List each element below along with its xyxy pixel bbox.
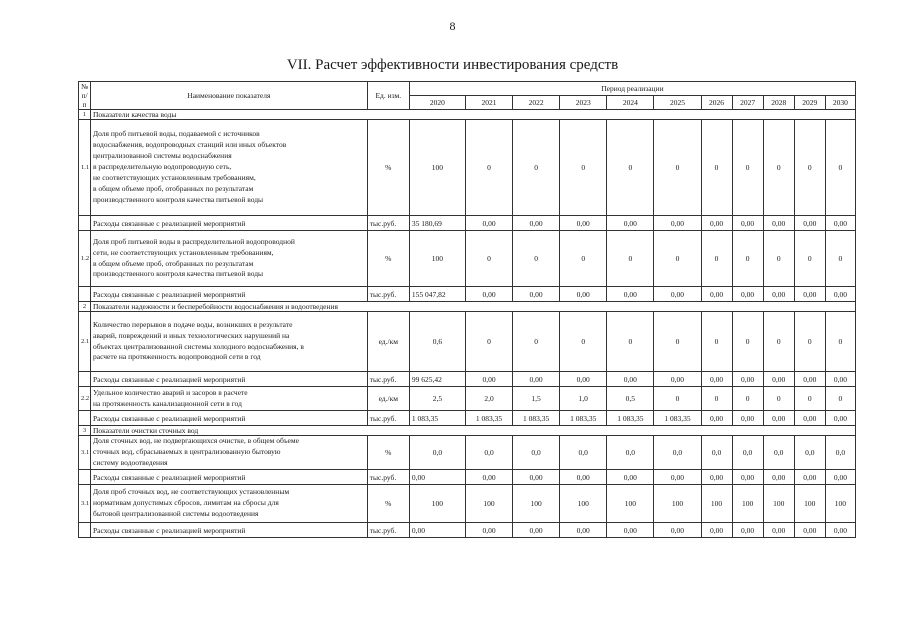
expenses-value: 0,00 [654,287,701,302]
indicator-value: 100 [654,485,701,523]
indicator-value: 0 [607,312,654,372]
expenses-value: 0,00 [513,372,560,387]
indicator-name-line: систему водоотведения [93,457,168,467]
row-number: 3.1 [79,485,91,523]
indicator-value: 0 [794,120,825,216]
indicator-value: 0,0 [654,436,701,470]
expenses-value: 0,00 [794,411,825,426]
expenses-unit: тыс.руб. [367,216,409,231]
row-number: 3.1 [79,436,91,470]
indicator-name-line: водоснабжения, водопроводных станций или иных объектов [93,140,287,150]
expenses-number-cell [79,523,91,538]
indicator-value: 0 [654,231,701,287]
expenses-value: 0,00 [560,287,607,302]
indicator-value: 0 [701,387,732,411]
indicator-value: 0,6 [409,312,465,372]
page-number: 8 [449,19,456,33]
expenses-row [79,216,856,231]
indicator-name-line: производственного контроля качества питьевой воды [93,194,264,204]
expenses-row [79,411,856,426]
expenses-value: 0,00 [513,470,560,485]
expenses-value: 0,00 [560,216,607,231]
indicator-value: 100 [409,231,465,287]
indicator-value: 0,0 [409,436,465,470]
indicator-value: 100 [409,120,465,216]
indicator-value: 0,0 [607,436,654,470]
indicator-name-line: Доля проб питьевой воды в распределительной водопроводной [93,236,295,246]
expenses-value: 0,00 [732,287,763,302]
expenses-label: Расходы связанные с реализацией мероприятий [91,287,368,302]
expenses-value: 0,00 [732,411,763,426]
indicator-name [91,436,368,470]
indicator-name-line: на протяженность канализационной сети в год [93,398,242,408]
indicator-name-line: Доля сточных вод, не подвергающихся очистке, в общем объеме [93,436,299,446]
indicator-name-line: в общем объеме проб, отобранных по результатам [93,183,254,193]
section-number: 1 [79,110,91,120]
expenses-label: Расходы связанные с реализацией мероприятий [91,470,368,485]
expenses-value: 0,00 [763,372,794,387]
expenses-unit: тыс.руб. [367,287,409,302]
header-num: № п/п [79,82,91,110]
indicator-value: 100 [763,485,794,523]
indicator-name [91,387,368,411]
indicator-value: 0 [794,231,825,287]
row-number: 2.1 [79,312,91,372]
indicator-unit: ед./км [367,387,409,411]
indicator-value: 100 [701,485,732,523]
section-row [79,302,856,312]
indicator-value: 100 [732,485,763,523]
expenses-value: 0,00 [607,372,654,387]
expenses-value: 0,00 [794,523,825,538]
expenses-unit: тыс.руб. [367,523,409,538]
indicator-value: 0 [607,231,654,287]
indicator-value: 0 [513,231,560,287]
indicator-value: 0 [732,387,763,411]
year-header: 2021 [465,96,512,110]
indicator-value: 0 [560,231,607,287]
indicator-value: 100 [560,485,607,523]
expenses-value: 0,00 [825,470,855,485]
indicator-value: 0 [732,231,763,287]
indicator-value: 0 [654,120,701,216]
year-header: 2028 [763,96,794,110]
expenses-value: 0,00 [763,216,794,231]
indicator-value: 0 [560,312,607,372]
indicator-value: 0 [701,231,732,287]
expenses-value: 0,00 [409,523,465,538]
expenses-value: 0,00 [825,411,855,426]
indicator-value: 0 [560,120,607,216]
expenses-value: 155 047,82 [409,287,465,302]
indicator-value: 100 [409,485,465,523]
expenses-row [79,287,856,302]
year-header: 2025 [654,96,701,110]
expenses-number-cell [79,411,91,426]
header-period: Период реализации [409,82,855,96]
section-title: Показатели очистки сточных вод [91,426,856,436]
expenses-value: 0,00 [794,470,825,485]
section-row [79,426,856,436]
expenses-unit: тыс.руб. [367,411,409,426]
indicator-name [91,120,368,216]
table-body [79,110,856,538]
year-header: 2030 [825,96,855,110]
indicator-value: 0,0 [732,436,763,470]
expenses-value: 0,00 [763,411,794,426]
indicator-value: 0 [763,312,794,372]
indicator-name-line: не соответствующих установленным требованиям, [93,172,256,182]
indicator-name [91,485,368,523]
expenses-row [79,523,856,538]
indicator-value: 0 [763,387,794,411]
indicator-value: 0,5 [607,387,654,411]
year-header: 2026 [701,96,732,110]
expenses-value: 0,00 [701,287,732,302]
investment-efficiency-table [78,81,856,538]
indicator-value: 1,5 [513,387,560,411]
indicator-name-line: сети, не соответствующих установленным требованиям, [93,247,274,257]
header-name: Наименование показателя [91,82,368,110]
indicator-name-line: Доля проб сточных вод, не соответствующих установленным [93,487,290,497]
expenses-number-cell [79,470,91,485]
indicator-value: 0 [825,120,855,216]
expenses-unit: тыс.руб. [367,372,409,387]
expenses-value: 0,00 [732,470,763,485]
row-number: 1.2 [79,231,91,287]
indicator-unit: % [367,436,409,470]
indicator-name [91,231,368,287]
indicator-row [79,120,856,216]
expenses-value: 0,00 [607,523,654,538]
indicator-name-line: централизованной системы водоснабжения [93,151,232,161]
expenses-label: Расходы связанные с реализацией мероприятий [91,216,368,231]
expenses-value: 0,00 [607,216,654,231]
expenses-number-cell [79,287,91,302]
expenses-value: 0,00 [701,523,732,538]
expenses-value: 0,00 [607,470,654,485]
expenses-value: 0,00 [701,411,732,426]
indicator-value: 0 [763,120,794,216]
expenses-value: 0,00 [732,216,763,231]
indicator-value: 100 [794,485,825,523]
indicator-value: 1,0 [560,387,607,411]
indicator-name-line: производственного контроля качества питьевой воды [93,269,264,279]
indicator-value: 0 [732,120,763,216]
expenses-value: 1 083,35 [560,411,607,426]
indicator-row [79,485,856,523]
indicator-value: 0,0 [701,436,732,470]
indicator-unit: % [367,485,409,523]
indicator-row [79,436,856,470]
section-row [79,110,856,120]
expenses-value: 0,00 [794,372,825,387]
indicator-value: 0 [465,231,512,287]
expenses-value: 1 083,35 [465,411,512,426]
indicator-value: 0 [654,387,701,411]
indicator-value: 100 [825,485,855,523]
row-number: 1.1 [79,120,91,216]
expenses-value: 0,00 [825,216,855,231]
expenses-value: 35 180,69 [409,216,465,231]
expenses-value: 0,00 [513,216,560,231]
expenses-value: 0,00 [465,523,512,538]
expenses-label: Расходы связанные с реализацией мероприятий [91,372,368,387]
indicator-name-line: расчете на протяженность водопроводной сети в год [93,352,261,362]
indicator-value: 100 [513,485,560,523]
indicator-value: 0 [763,231,794,287]
indicator-value: 0 [794,312,825,372]
row-number: 2.2 [79,387,91,411]
expenses-value: 0,00 [701,470,732,485]
indicator-value: 0 [513,120,560,216]
header-unit: Ед. изм. [367,82,409,110]
indicator-value: 0,0 [825,436,855,470]
indicator-name-line: Доля проб питьевой воды, подаваемой с источников [93,129,260,139]
expenses-value: 0,00 [654,470,701,485]
year-header: 2020 [409,96,465,110]
expenses-value: 0,00 [701,372,732,387]
year-header: 2023 [560,96,607,110]
expenses-value: 0,00 [654,523,701,538]
indicator-row [79,387,856,411]
indicator-name [91,312,368,372]
expenses-value: 0,00 [825,372,855,387]
indicator-value: 0,0 [794,436,825,470]
expenses-value: 0,00 [409,470,465,485]
expenses-value: 99 625,42 [409,372,465,387]
indicator-name-line: сточных вод, сбрасываемых в централизованную бытовую [93,447,281,457]
indicator-unit: % [367,231,409,287]
section-number: 2 [79,302,91,312]
indicator-value: 0 [794,387,825,411]
expenses-number-cell [79,372,91,387]
expenses-value: 0,00 [560,372,607,387]
indicator-value: 0,0 [560,436,607,470]
indicator-name-line: Удельное количество аварий и засоров в расчете [93,387,248,397]
indicator-row [79,312,856,372]
indicator-value: 0,0 [465,436,512,470]
expenses-value: 0,00 [763,470,794,485]
document-title: VII. Расчет эффективности инвестирования средств [286,57,619,73]
year-header: 2024 [607,96,654,110]
indicator-value: 0,0 [763,436,794,470]
expenses-value: 0,00 [607,287,654,302]
indicator-value: 0,0 [513,436,560,470]
indicator-value: 2,0 [465,387,512,411]
indicator-value: 0 [513,312,560,372]
year-header: 2027 [732,96,763,110]
expenses-unit: тыс.руб. [367,470,409,485]
expenses-value: 0,00 [763,287,794,302]
expenses-value: 0,00 [560,523,607,538]
indicator-name-line: в общем объеме проб, отобранных по результатам [93,258,254,268]
expenses-value: 0,00 [763,523,794,538]
indicator-value: 0 [732,312,763,372]
indicator-unit: ед./км [367,312,409,372]
indicator-name-line: в распределительную водопроводную сеть, [93,162,232,172]
indicator-value: 100 [607,485,654,523]
expenses-value: 0,00 [513,523,560,538]
expenses-value: 0,00 [701,216,732,231]
indicator-value: 0 [701,312,732,372]
section-title: Показатели качества воды [91,110,856,120]
year-header: 2029 [794,96,825,110]
expenses-value: 0,00 [513,287,560,302]
expenses-value: 1 083,35 [409,411,465,426]
indicator-value: 0 [825,312,855,372]
indicator-name-line: бытовой централизованной системы водоотведения [93,508,259,518]
expenses-number-cell [79,216,91,231]
expenses-value: 1 083,35 [607,411,654,426]
expenses-value: 0,00 [794,287,825,302]
indicator-value: 0 [654,312,701,372]
expenses-value: 0,00 [732,372,763,387]
indicator-value: 0 [825,387,855,411]
indicator-unit: % [367,120,409,216]
expenses-label: Расходы связанные с реализацией мероприятий [91,523,368,538]
expenses-value: 0,00 [654,216,701,231]
expenses-value: 1 083,35 [513,411,560,426]
indicator-value: 0 [825,231,855,287]
expenses-row [79,470,856,485]
expenses-label: Расходы связанные с реализацией мероприятий [91,411,368,426]
expenses-value: 0,00 [732,523,763,538]
indicator-value: 2,5 [409,387,465,411]
expenses-value: 0,00 [465,287,512,302]
indicator-name-line: объектах централизованной системы холодного водоснабжения, в [93,341,304,351]
indicator-value: 0 [701,120,732,216]
indicator-name-line: аварий, повреждений и иных технологических нарушений на [93,330,290,340]
section-number: 3 [79,426,91,436]
expenses-value: 0,00 [794,216,825,231]
expenses-value: 0,00 [560,470,607,485]
indicator-value: 0 [607,120,654,216]
expenses-row [79,372,856,387]
indicator-value: 0 [465,120,512,216]
indicator-name-line: Количество перерывов в подаче воды, возникших в результате [93,319,293,329]
indicator-name-line: нормативам допустимых сбросов, лимитам на сбросы для [93,498,279,508]
expenses-value: 1 083,35 [654,411,701,426]
indicator-row [79,231,856,287]
year-header: 2022 [513,96,560,110]
expenses-value: 0,00 [465,470,512,485]
expenses-value: 0,00 [825,523,855,538]
indicator-value: 100 [465,485,512,523]
expenses-value: 0,00 [825,287,855,302]
expenses-value: 0,00 [654,372,701,387]
expenses-value: 0,00 [465,372,512,387]
expenses-value: 0,00 [465,216,512,231]
indicator-value: 0 [465,312,512,372]
section-title: Показатели надежности и бесперебойности водоснабжения и водоотведения [91,302,856,312]
